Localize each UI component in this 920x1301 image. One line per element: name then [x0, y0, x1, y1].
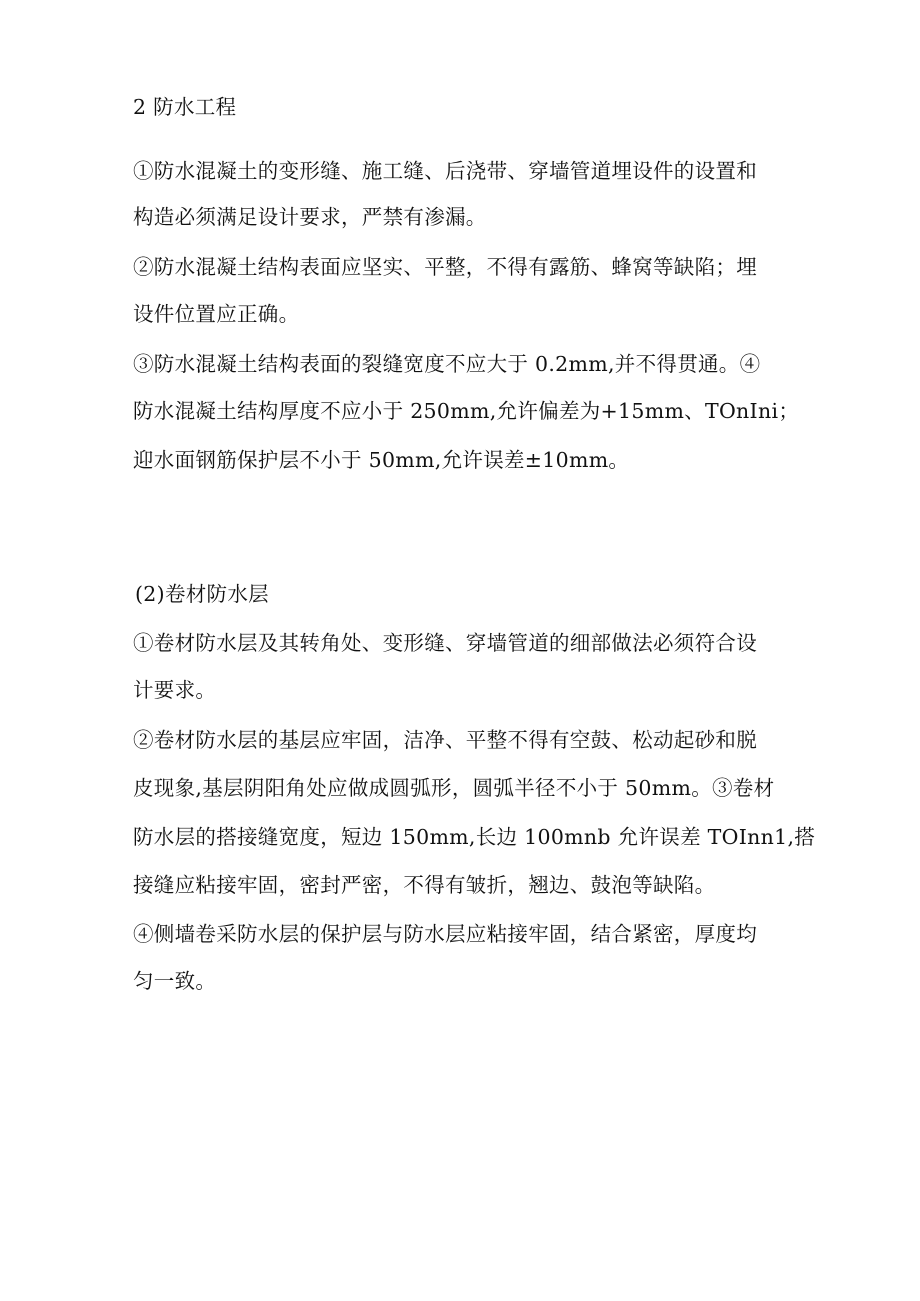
paragraph-line: 匀一致。 [133, 969, 217, 993]
paragraph-line: 防水层的搭接缝宽度，短边 150mm,长边 100mnb 允许误差 TOInn1,搭 [133, 825, 816, 849]
paragraph-line: 迎水面钢筋保护层不小于 50mm,允许误差±10mm。 [133, 448, 630, 472]
paragraph-line: ②防水混凝土结构表面应坚实、平整，不得有露筋、蜂窝等缺陷；埋 [133, 255, 757, 279]
paragraph-line: ④侧墙卷采防水层的保护层与防水层应粘接牢固，结合紧密，厚度均 [133, 922, 757, 946]
paragraph-line: ①防水混凝土的变形缝、施工缝、后浇带、穿墙管道埋设件的设置和 [133, 159, 757, 183]
paragraph-line: ①卷材防水层及其转角处、变形缝、穿墙管道的细部做法必须符合设 [133, 631, 757, 655]
paragraph-line: ②卷材防水层的基层应牢固，洁净、平整不得有空鼓、松动起砂和脱 [133, 728, 757, 752]
paragraph-line: 设件位置应正确。 [133, 302, 300, 326]
paragraph-line: 构造必须满足设计要求，严禁有渗漏。 [133, 205, 487, 229]
paragraph-line: ③防水混凝土结构表面的裂缝宽度不应大于 0.2mm,并不得贯通。④ [133, 352, 761, 376]
paragraph-line: 防水混凝土结构厚度不应小于 250mm,允许偏差为+15mm、TOnIni； [133, 399, 800, 423]
paragraph-line: 计要求。 [133, 678, 217, 702]
paragraph-line: 接缝应粘接牢固，密封严密，不得有皱折，翘边、鼓泡等缺陷。 [133, 873, 716, 897]
section-heading-membrane: (2)卷材防水层 [135, 582, 269, 606]
section-heading-waterproofing: 2 防水工程 [133, 95, 237, 119]
paragraph-line: 皮现象,基层阴阳角处应做成圆弧形，圆弧半径不小于 50mm。③卷材 [133, 776, 775, 800]
